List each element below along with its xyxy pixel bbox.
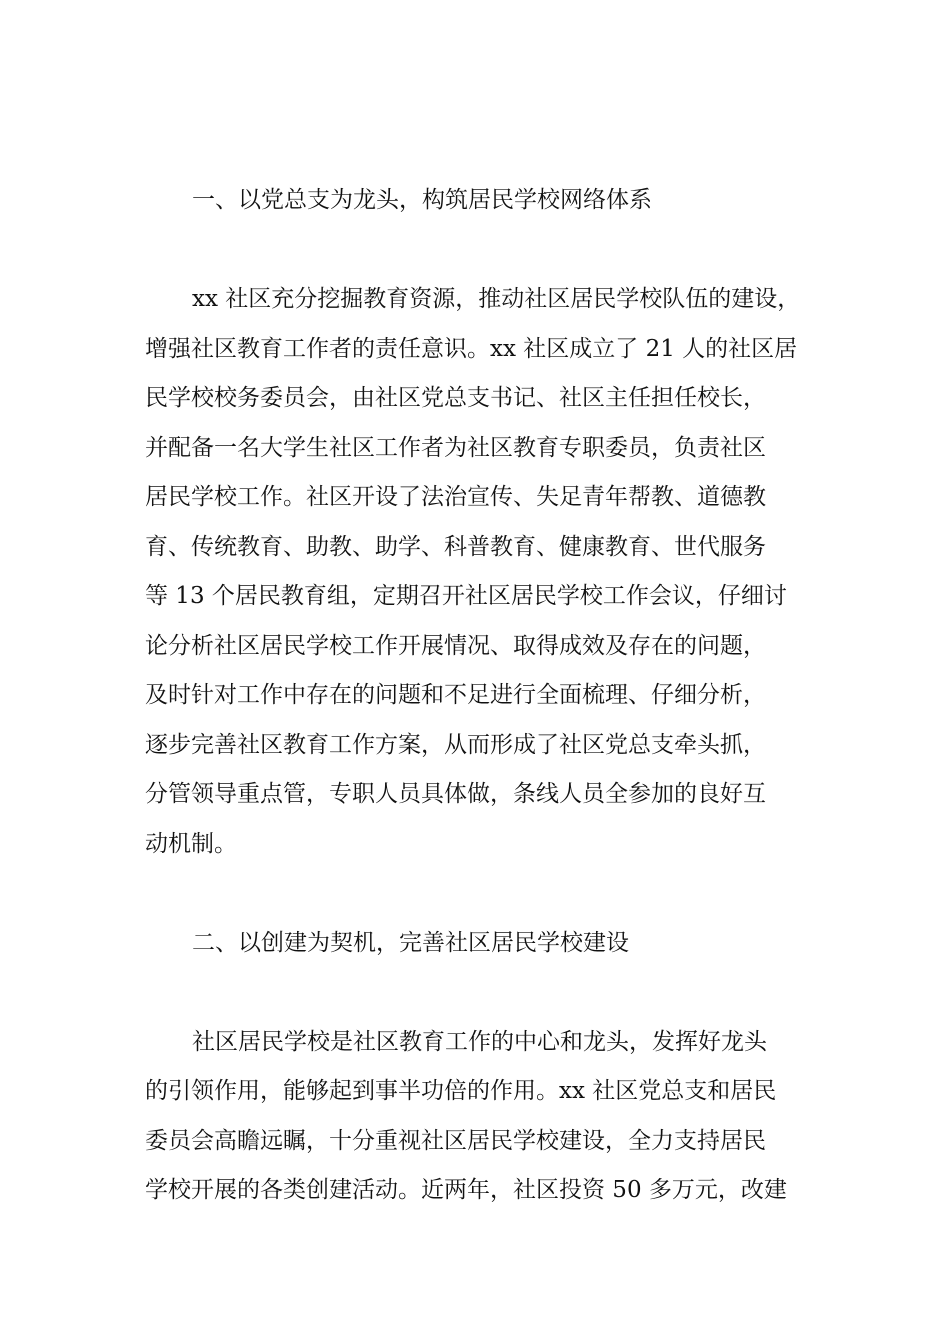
paragraph-line: 育、传统教育、助教、助学、科普教育、健康教育、世代服务 <box>145 533 766 560</box>
paragraph-line: 及时针对工作中存在的问题和不足进行全面梳理、仔细分析， <box>145 682 766 708</box>
paragraph-line: 居民学校工作。社区开设了法治宣传、失足青年帮教、道德教 <box>145 484 766 510</box>
section-1-paragraph <box>145 275 805 869</box>
paragraph-line: 动机制。 <box>145 830 237 857</box>
paragraph-line: 论分析社区居民学校工作开展情况、取得成效及存在的问题， <box>145 632 766 659</box>
paragraph-line: 民学校校务委员会，由社区党总支书记、社区主任担任校长， <box>145 385 766 411</box>
paragraph-line: 并配备一名大学生社区工作者为社区教育专职委员，负责社区 <box>145 434 766 461</box>
paragraph-line: 委员会高瞻远瞩，十分重视社区居民学校建设，全力支持居民 <box>145 1127 766 1154</box>
document-body <box>145 176 805 1216</box>
paragraph-line: xx 社区充分挖掘教育资源，推动社区居民学校队伍的建设， <box>192 286 801 312</box>
section-heading-1: 一、以党总支为龙头，构筑居民学校网络体系 <box>192 187 652 213</box>
section-heading-2: 二、以创建为契机，完善社区居民学校建设 <box>192 929 629 956</box>
paragraph-line: 分管领导重点管，专职人员具体做，条线人员全参加的良好互 <box>145 781 766 807</box>
paragraph-line: 等 13 个居民教育组，定期召开社区居民学校工作会议，仔细讨 <box>145 583 787 609</box>
paragraph-line: 学校开展的各类创建活动。近两年，社区投资 50 多万元，改建 <box>145 1177 787 1203</box>
paragraph-line: 的引领作用，能够起到事半功倍的作用。xx 社区党总支和居民 <box>145 1078 777 1104</box>
paragraph-line: 增强社区教育工作者的责任意识。xx 社区成立了 21 人的社区居 <box>145 335 798 362</box>
paragraph-line: 逐步完善社区教育工作方案，从而形成了社区党总支牵头抓， <box>145 731 766 758</box>
section-2-paragraph <box>145 1018 805 1216</box>
paragraph-line: 社区居民学校是社区教育工作的中心和龙头，发挥好龙头 <box>192 1028 767 1055</box>
